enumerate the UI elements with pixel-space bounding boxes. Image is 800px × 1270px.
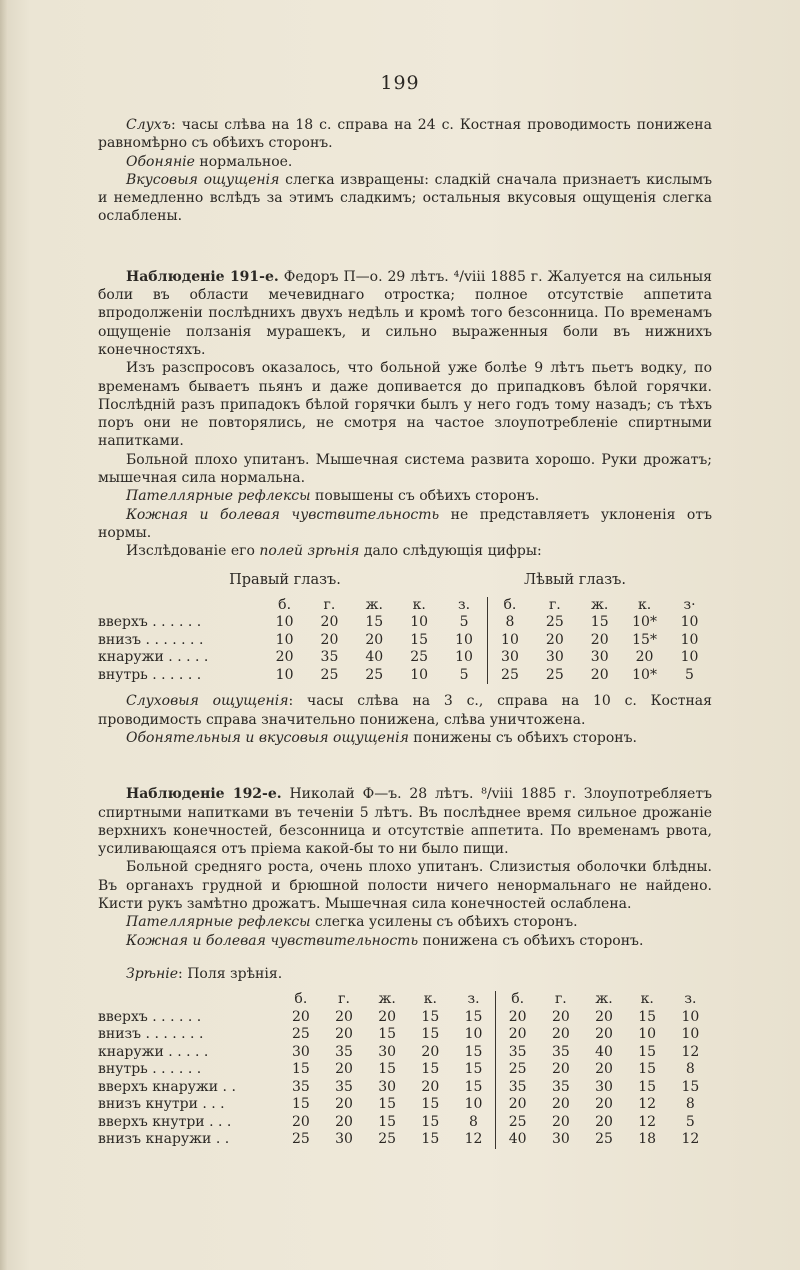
- vf192-cell-right: 15: [421, 1096, 440, 1113]
- vf192-cell-left: 5: [685, 1113, 695, 1130]
- vf191-cell-left: 25: [487, 667, 532, 685]
- vf192-row: [98, 1131, 712, 1149]
- vf191-cell-right: 10: [275, 666, 294, 683]
- vf191-header-right: ж.: [365, 596, 383, 613]
- vf191-cell-left: 25: [545, 666, 564, 683]
- vf191-cell-right: 25: [365, 666, 384, 683]
- vf192-cell-left: 30: [551, 1131, 570, 1148]
- vf192-cell-left: 20: [595, 1026, 613, 1043]
- vf191-cell-right: 10: [455, 631, 473, 648]
- vf192-header-row: [98, 991, 712, 1009]
- vf192-cell-left: 30: [595, 1078, 613, 1095]
- vf192-cell-right: 15: [421, 1061, 440, 1078]
- vf191-cell-right: 25: [410, 649, 429, 666]
- smell-paragraph: [98, 153, 712, 171]
- vf192-cell-left: 20: [496, 1026, 540, 1044]
- vf192-cell-left: 8: [685, 1096, 695, 1113]
- obs191-reflexes: [98, 487, 712, 505]
- vf192-cell-right: 15: [464, 1008, 483, 1025]
- vf192-cell-right: 20: [335, 1096, 353, 1113]
- obs191-hearing-text: : часы слѣва на 3 с., справа на 10 с. Костная проводимость справа значительно понижена, слѣва уничтожена.: [98, 693, 712, 728]
- vf192-header-blank: [98, 991, 279, 1009]
- smell-text: нормальное.: [194, 153, 293, 170]
- eye-captions: [98, 571, 712, 589]
- vf192-cell-left: 8: [685, 1061, 695, 1078]
- vf192-cell-right: 35: [291, 1078, 310, 1095]
- vf191-cell-left: 20: [635, 649, 654, 666]
- vf192-header-right: к.: [423, 991, 437, 1008]
- left-eye-caption: Лѣвый глазъ.: [523, 571, 627, 588]
- vf192-row: [98, 1061, 712, 1079]
- right-eye-caption: Правый глазъ.: [229, 571, 341, 588]
- vf191-cell-left: 10: [680, 631, 699, 648]
- hearing-text: : часы слѣва на 18 с. справа на 24 с. Костная проводимость понижена равномѣрно съ обѣихъ сторонъ.: [98, 117, 712, 152]
- vf191-cell-left: 10: [680, 649, 699, 666]
- vf192-cell-right: 35: [335, 1078, 353, 1095]
- vf192-cell-left: 10: [681, 1026, 700, 1043]
- obs191-fields-pre: Изслѣдованіе его: [126, 543, 260, 560]
- obs192-text: Николай Ф—ъ. 28 лѣтъ. ⁸/viii 1885 г. Злоупотребляетъ спиртными напитками въ теченіи 5 лѣтъ. Въ послѣднее время сильное дрожаніе верхнихъ конечностей, безсонница и отсутствіе аппетита. По временамъ рвота, усиливающаяся отъ пріема какой-бы то ни было пищи.: [98, 786, 712, 858]
- vf191-header-left: з·: [683, 596, 696, 613]
- vf192-row: [98, 1079, 712, 1097]
- vf192-cell-right: 15: [464, 1078, 483, 1095]
- vf192-cell-right: 30: [378, 1078, 397, 1095]
- vf192-row-label: вверхъ кнаружи . .: [98, 1078, 236, 1095]
- vf191-cell-left: 5: [685, 666, 694, 683]
- obs191-hearing-label: Слуховыя ощущенія: [126, 693, 289, 710]
- obs192-status: Больной средняго роста, очень плохо упитанъ. Слизистыя оболочки блѣдны. Въ органахъ грудной и брюшной полости ничего ненормальнаго не найдено. Кисти рукъ замѣтно дрожатъ. Мышечная сила конечностей ослаблена.: [98, 859, 712, 912]
- obs191-text: Федоръ П—о. 29 лѣтъ. ⁴/viii 1885 г. Жалуется на сильныя боли въ области мечевиднаго отростка; полное отсутствіе аппетита впродолженіи послѣднихъ двухъ недѣль и кромѣ того безсонница. По временамъ ощущеніе ползанія мурашекъ, и сильно выраженныя боли въ нижнихъ конечностяхъ.: [98, 268, 712, 358]
- vf192-cell-left: 35: [551, 1043, 570, 1060]
- vf192-cell-left: 10: [638, 1026, 657, 1043]
- page-number: 199: [380, 72, 420, 94]
- vf192-cell-right: 15: [291, 1096, 310, 1113]
- vf192-cell-right: 15: [291, 1061, 310, 1078]
- vf192-cell-left: 35: [551, 1078, 570, 1095]
- obs192-sensitivity: [98, 932, 712, 950]
- vf191-cell-right: 20: [275, 649, 294, 666]
- vf191-row-label: внизъ . . . . . . .: [98, 631, 204, 648]
- vf192-row-label: внутрь . . . . . .: [98, 1061, 202, 1078]
- vf192-row: [98, 1096, 712, 1114]
- vf191-cell-left: 10: [487, 632, 532, 650]
- smell-label: Обоняніе: [126, 153, 195, 170]
- vf192-row-label: внизъ кнутри . . .: [98, 1096, 225, 1113]
- obs191-intro: [98, 268, 712, 359]
- obs191-smell-taste-label: Обонятельныя и вкусовыя ощущенія: [126, 729, 409, 746]
- page-binding-shadow: [0, 0, 8, 1270]
- vf192-cell-right: 15: [464, 1061, 483, 1078]
- vf192-row: [98, 1114, 712, 1132]
- vf191-cell-right: 15: [365, 614, 384, 631]
- vf192-cell-left: 20: [551, 1061, 570, 1078]
- vf191-header-left: ж.: [591, 596, 609, 613]
- vf192-cell-left: 15: [638, 1061, 657, 1078]
- vf192-header-left: з.: [684, 991, 697, 1008]
- vf191-cell-right: 25: [320, 666, 339, 683]
- obs192-sensitivity-text: понижена съ обѣихъ сторонъ.: [418, 932, 644, 949]
- vf192-cell-left: 18: [638, 1131, 657, 1148]
- vf191-cell-right: 35: [320, 649, 339, 666]
- obs192-vision-text: : Поля зрѣнія.: [178, 965, 283, 982]
- vf191-cell-right: 10: [275, 614, 294, 631]
- vf192-cell-right: 15: [421, 1008, 440, 1025]
- vf192-header-right: б.: [294, 991, 308, 1008]
- vf191-header-left: к.: [637, 596, 652, 613]
- vf191-row: [98, 667, 712, 685]
- vf192-cell-left: 40: [595, 1043, 613, 1060]
- obs192-heading: Наблюденіе 192-е.: [126, 786, 282, 803]
- taste-text: слегка извращены: сладкій сначала признаетъ кислымъ и немедленно вслѣдъ за этимъ сладкимъ; остальныя вкусовыя ощущенія слегка ослаблены.: [98, 171, 712, 225]
- vf192-cell-right: 15: [464, 1043, 483, 1060]
- vf192-cell-left: 25: [496, 1061, 540, 1079]
- obs191-smell-taste: [98, 729, 712, 747]
- vf191-cell-right: 20: [365, 631, 384, 648]
- obs192-sensitivity-label: Кожная и болевая чувствительность: [126, 932, 419, 949]
- obs191-status: Больной плохо упитанъ. Мышечная система развита хорошо. Руки дрожатъ; мышечная сила нормальна.: [98, 451, 712, 487]
- vf192-cell-right: 20: [291, 1008, 310, 1025]
- vf192-cell-right: 10: [464, 1026, 483, 1043]
- vf192-cell-left: 15: [638, 1008, 657, 1025]
- vf191-header-row: [98, 597, 712, 615]
- page-content: [98, 116, 712, 1149]
- vf192-header-left: б.: [496, 991, 540, 1009]
- vf192-cell-left: 15: [638, 1078, 657, 1095]
- visual-field-table-192: [98, 991, 712, 1149]
- vf192-cell-left: 20: [595, 1008, 613, 1025]
- vf191-cell-right: 10: [455, 649, 473, 666]
- vf191-row: [98, 614, 712, 632]
- vf192-cell-right: 15: [421, 1026, 440, 1043]
- vf192-row-label: кнаружи . . . . .: [98, 1043, 209, 1060]
- vf192-cell-left: 20: [551, 1096, 570, 1113]
- vf192-cell-left: 12: [638, 1113, 657, 1130]
- vf191-cell-left: 10*: [632, 614, 657, 631]
- vf192-cell-left: 20: [496, 1096, 540, 1114]
- vf192-cell-left: 20: [551, 1113, 570, 1130]
- vf192-cell-left: 15: [681, 1078, 700, 1095]
- taste-label: Вкусовыя ощущенія: [126, 171, 280, 188]
- vf191-cell-left: 30: [545, 649, 564, 666]
- vf192-row: [98, 1009, 712, 1027]
- obs192-reflexes-label: Пателлярные рефлексы: [126, 914, 311, 931]
- vf191-cell-right: 40: [365, 649, 384, 666]
- obs192-vision-label: Зрѣніе: [126, 965, 179, 982]
- vf192-cell-right: 30: [291, 1043, 310, 1060]
- vf191-cell-right: 10: [410, 666, 429, 683]
- vf192-cell-right: 25: [291, 1131, 310, 1148]
- vf191-cell-left: 20: [590, 631, 609, 648]
- vf191-cell-left: 20: [590, 666, 609, 683]
- visual-field-table-191: [98, 597, 712, 685]
- vf191-cell-right: 20: [320, 631, 339, 648]
- vf192-cell-right: 15: [378, 1113, 397, 1130]
- vf192-row-label: внизъ . . . . . . .: [98, 1026, 204, 1043]
- vf192-header-right: г.: [338, 991, 350, 1008]
- vf192-cell-right: 8: [469, 1113, 478, 1130]
- vf192-cell-left: 15: [638, 1043, 657, 1060]
- vf192-cell-right: 25: [378, 1131, 397, 1148]
- vf191-cell-right: 10: [275, 631, 294, 648]
- vf191-header-left: г.: [548, 596, 561, 613]
- vf192-cell-left: 35: [496, 1079, 540, 1097]
- vf192-cell-left: 12: [681, 1131, 700, 1148]
- vf191-cell-left: 20: [545, 631, 564, 648]
- vf191-cell-left: 10: [680, 614, 699, 631]
- vf192-cell-right: 20: [421, 1078, 440, 1095]
- vf192-cell-right: 15: [421, 1113, 440, 1130]
- vf192-cell-left: 12: [681, 1043, 700, 1060]
- vf192-row-label: вверхъ . . . . . .: [98, 1008, 202, 1025]
- hearing-label: Слухъ: [126, 117, 171, 133]
- obs191-sensitivity-label: Кожная и болевая чувствительность: [126, 506, 440, 523]
- vf191-row: [98, 649, 712, 667]
- vf192-cell-right: 10: [464, 1096, 483, 1113]
- obs191-fields-intro: [98, 542, 712, 560]
- vf192-cell-left: 25: [496, 1114, 540, 1132]
- obs192-intro: [98, 785, 712, 858]
- vf191-header-blank: [98, 597, 262, 615]
- vf192-cell-left: 25: [595, 1131, 613, 1148]
- vf192-cell-right: 15: [378, 1061, 397, 1078]
- obs191-reflexes-label: Пателлярные рефлексы: [126, 488, 311, 505]
- vf192-cell-right: 20: [378, 1008, 397, 1025]
- vf192-cell-left: 40: [496, 1131, 540, 1149]
- vf192-cell-right: 20: [335, 1008, 353, 1025]
- vf191-row-label: кнаружи . . . . .: [98, 649, 209, 666]
- vf192-cell-right: 12: [464, 1131, 483, 1148]
- vf192-cell-left: 20: [595, 1061, 613, 1078]
- vf192-cell-left: 10: [681, 1008, 700, 1025]
- vf191-cell-left: 10*: [632, 666, 657, 683]
- vf192-row-label: внизъ кнаружи . .: [98, 1131, 230, 1148]
- obs192-reflexes: [98, 913, 712, 931]
- obs191-reflexes-text: повышены съ обѣихъ сторонъ.: [310, 488, 540, 505]
- vf191-header-right: к.: [412, 596, 426, 613]
- vf191-header-right: з.: [458, 596, 471, 613]
- vf192-cell-right: 20: [335, 1026, 353, 1043]
- vf191-cell-left: 30: [487, 649, 532, 667]
- vf191-cell-right: 10: [410, 614, 429, 631]
- vf192-cell-right: 35: [335, 1043, 353, 1060]
- vf192-cell-right: 25: [291, 1026, 310, 1043]
- vf192-header-right: ж.: [378, 991, 396, 1008]
- vf192-cell-left: 12: [638, 1096, 657, 1113]
- vf191-header-left: б.: [487, 597, 532, 615]
- vf192-row-label: вверхъ кнутри . . .: [98, 1113, 232, 1130]
- vf191-header-right: б.: [278, 596, 292, 613]
- vf192-row: [98, 1026, 712, 1044]
- obs191-sensitivity-text: не представляетъ уклоненія отъ нормы.: [98, 506, 712, 541]
- vf191-cell-left: 8: [487, 614, 532, 632]
- obs191-fields-post: дало слѣдующія цифры:: [359, 543, 542, 560]
- obs192-reflexes-text: слегка усилены съ обѣихъ сторонъ.: [310, 914, 578, 931]
- vf192-cell-left: 20: [551, 1008, 570, 1025]
- vf192-cell-right: 15: [378, 1096, 397, 1113]
- vf191-header-right: г.: [323, 596, 336, 613]
- obs192-vision: [98, 965, 712, 983]
- vf191-cell-right: 15: [410, 631, 429, 648]
- vf192-cell-right: 15: [421, 1131, 440, 1148]
- vf192-cell-right: 20: [335, 1061, 353, 1078]
- vf192-cell-left: 20: [551, 1026, 570, 1043]
- obs191-fields-label: полей зрѣнія: [259, 543, 360, 560]
- taste-paragraph: [98, 171, 712, 226]
- vf191-cell-left: 15*: [632, 631, 657, 648]
- vf192-header-left: к.: [640, 991, 654, 1008]
- vf192-cell-right: 15: [378, 1026, 397, 1043]
- vf192-cell-right: 20: [291, 1113, 310, 1130]
- vf192-header-left: ж.: [595, 991, 613, 1008]
- vf192-cell-right: 20: [335, 1113, 353, 1130]
- vf192-row: [98, 1044, 712, 1062]
- vf192-header-left: г.: [554, 991, 567, 1008]
- obs191-history: Изъ разспросовъ оказалось, что больной уже болѣе 9 лѣтъ пьетъ водку, по временамъ бываетъ пьянъ и даже допивается до припадковъ бѣлой горячки. Послѣдній разъ припадокъ бѣлой горячки былъ у него годъ тому назадъ; съ тѣхъ поръ они не повторялись, не смотря на частое злоупотребленіе спиртными напитками.: [98, 360, 712, 450]
- hearing-paragraph: [98, 116, 712, 153]
- vf191-row-label: вверхъ . . . . . .: [98, 614, 202, 631]
- vf191-cell-left: 25: [545, 614, 564, 631]
- vf191-cell-right: 20: [320, 614, 339, 631]
- vf192-cell-left: 20: [595, 1096, 613, 1113]
- vf191-row: [98, 632, 712, 650]
- vf192-cell-right: 20: [421, 1043, 440, 1060]
- vf191-cell-right: 5: [459, 614, 469, 631]
- vf191-cell-right: 5: [459, 666, 469, 683]
- vf192-cell-left: 35: [496, 1044, 540, 1062]
- vf192-cell-right: 30: [335, 1131, 353, 1148]
- vf191-cell-left: 15: [590, 614, 609, 631]
- vf191-cell-left: 30: [590, 649, 609, 666]
- vf192-cell-right: 30: [378, 1043, 397, 1060]
- obs191-heading: Наблюденіе 191-е.: [126, 268, 279, 285]
- vf192-header-right: з.: [467, 991, 480, 1008]
- obs191-hearing: [98, 692, 712, 729]
- vf192-cell-left: 20: [496, 1009, 540, 1027]
- vf191-row-label: внутрь . . . . . .: [98, 666, 202, 683]
- obs191-smell-taste-text: понижены съ обѣихъ сторонъ.: [408, 729, 637, 746]
- vf192-cell-left: 20: [595, 1113, 613, 1130]
- obs191-sensitivity: [98, 506, 712, 543]
